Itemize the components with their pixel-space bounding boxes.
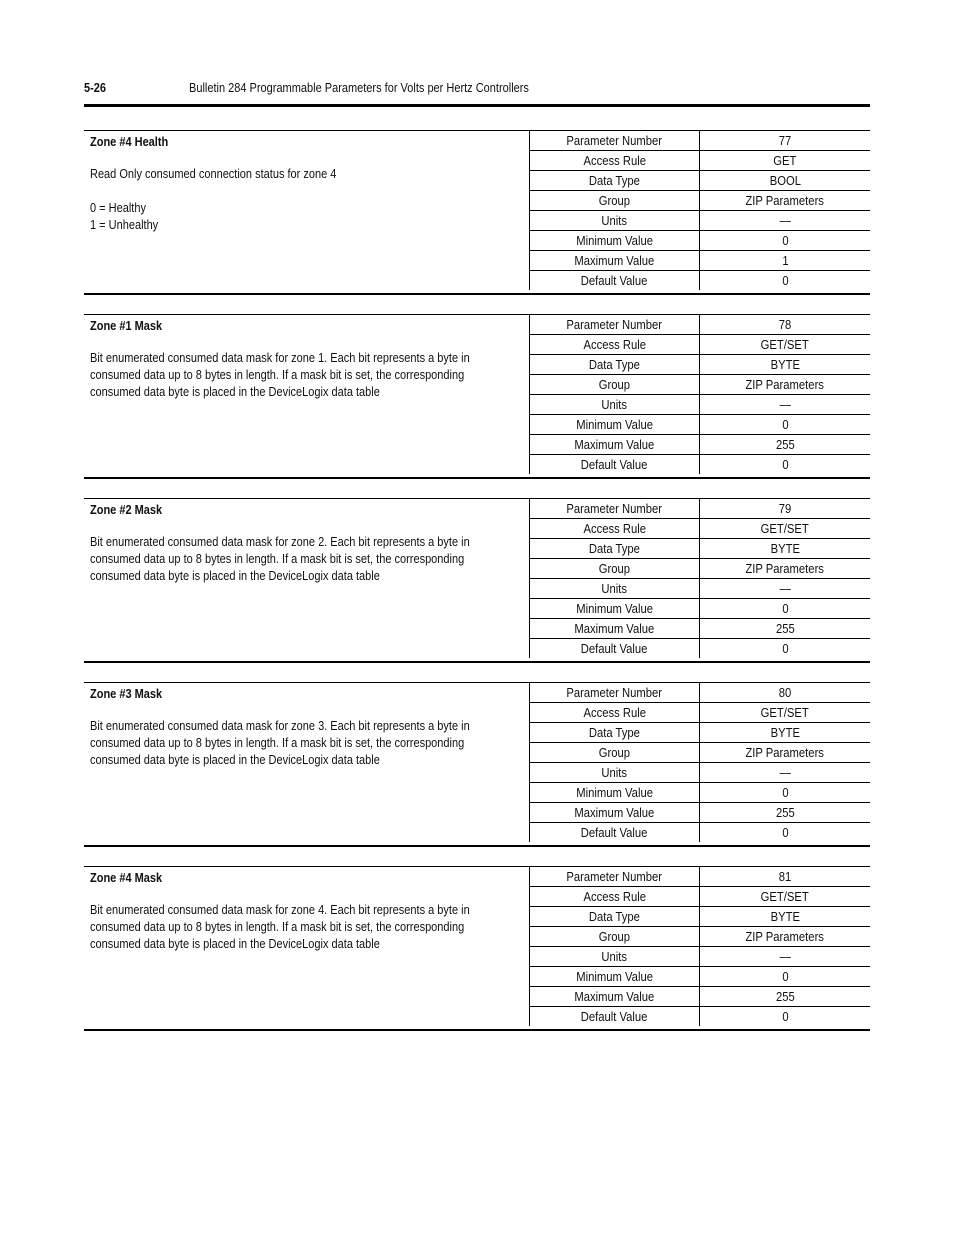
property-label: [530, 987, 700, 1007]
property-label-text: Access Rule: [583, 889, 646, 904]
table-row: [530, 703, 871, 723]
property-value-text: 0: [781, 969, 789, 984]
table-row: [530, 151, 871, 171]
description-line: consumed data byte is placed in the DeviceLogix data table: [90, 569, 380, 583]
property-label-text: Access Rule: [583, 521, 646, 536]
property-label: [530, 151, 700, 171]
property-label: [530, 519, 700, 539]
property-label: [530, 375, 700, 395]
description-line: [90, 183, 504, 200]
description-line: consumed data up to 8 bytes in length. If a mask bit is set, the corresponding: [90, 552, 465, 566]
property-value: [700, 823, 871, 843]
property-value: [700, 415, 871, 435]
property-label: [530, 783, 700, 803]
property-label-text: Access Rule: [583, 337, 646, 352]
table-row: [530, 619, 871, 639]
property-value: [700, 151, 871, 171]
property-value: [700, 455, 871, 475]
property-label: [530, 415, 700, 435]
table-row: [530, 191, 871, 211]
parameter-description-text: [90, 902, 504, 953]
property-label-text: Parameter Number: [566, 133, 663, 148]
description-line: Read Only consumed connection status for zone 4: [90, 167, 337, 181]
property-value-text: GET: [773, 153, 797, 168]
property-label: [530, 867, 700, 887]
property-label: [530, 723, 700, 743]
parameter-properties-table: [529, 131, 870, 290]
table-row: [530, 723, 871, 743]
property-label: [530, 455, 700, 475]
table-row: [530, 171, 871, 191]
table-row: [530, 763, 871, 783]
parameter-description: [84, 499, 529, 661]
parameter-description: [84, 683, 529, 845]
table-row: [530, 783, 871, 803]
property-label: [530, 907, 700, 927]
table-row: [530, 355, 871, 375]
property-value: [700, 887, 871, 907]
description-line: Bit enumerated consumed data mask for zone 4. Each bit represents a byte in: [90, 903, 470, 917]
property-value-text: ZIP Parameters: [745, 193, 825, 208]
property-label-text: Units: [601, 397, 628, 412]
property-value: [700, 947, 871, 967]
property-value: [700, 559, 871, 579]
property-label: [530, 579, 700, 599]
property-value-text: —: [779, 213, 791, 228]
property-value-text: GET/SET: [760, 889, 810, 904]
table-row: [530, 987, 871, 1007]
property-label-text: Minimum Value: [576, 601, 653, 616]
property-label-text: Access Rule: [583, 705, 646, 720]
table-row: [530, 683, 871, 703]
table-row: [530, 887, 871, 907]
property-label: [530, 315, 700, 335]
table-row: [530, 639, 871, 659]
property-value-text: 0: [781, 785, 789, 800]
property-label-text: Group: [598, 745, 631, 760]
property-value: [700, 743, 871, 763]
table-row: [530, 1007, 871, 1027]
property-value: [700, 499, 871, 519]
parameter-title: Zone #4 Mask: [90, 871, 163, 885]
property-value-text: 255: [775, 805, 795, 820]
property-value-text: 0: [781, 1009, 789, 1024]
table-row: [530, 967, 871, 987]
description-line: consumed data up to 8 bytes in length. If a mask bit is set, the corresponding: [90, 736, 465, 750]
property-value: [700, 251, 871, 271]
property-label-text: Group: [598, 193, 631, 208]
parameter-block: [84, 130, 870, 295]
property-label: [530, 743, 700, 763]
table-row: [530, 455, 871, 475]
property-value-text: GET/SET: [760, 705, 810, 720]
property-value-text: 81: [778, 869, 792, 884]
property-value-text: 0: [781, 641, 789, 656]
parameter-description-text: [90, 350, 504, 401]
property-value-text: 0: [781, 601, 789, 616]
table-row: [530, 395, 871, 415]
property-label: [530, 803, 700, 823]
property-value: [700, 927, 871, 947]
table-row: [530, 499, 871, 519]
property-label: [530, 683, 700, 703]
property-value: [700, 171, 871, 191]
page-header: [84, 78, 870, 107]
property-label: [530, 191, 700, 211]
description-line: Bit enumerated consumed data mask for zone 1. Each bit represents a byte in: [90, 351, 470, 365]
property-label: [530, 355, 700, 375]
property-value: [700, 619, 871, 639]
table-row: [530, 315, 871, 335]
property-label-text: Minimum Value: [576, 417, 653, 432]
property-label: [530, 251, 700, 271]
property-label: [530, 967, 700, 987]
property-label-text: Units: [601, 213, 628, 228]
property-value-text: 0: [781, 233, 789, 248]
property-value-text: —: [779, 397, 791, 412]
table-row: [530, 559, 871, 579]
parameter-block: [84, 866, 870, 1031]
table-row: [530, 131, 871, 151]
property-label: [530, 231, 700, 251]
property-label: [530, 435, 700, 455]
property-label: [530, 703, 700, 723]
table-row: [530, 539, 871, 559]
description-line: Bit enumerated consumed data mask for zone 2. Each bit represents a byte in: [90, 535, 470, 549]
parameter-title: Zone #2 Mask: [90, 503, 163, 517]
table-row: [530, 599, 871, 619]
property-label: [530, 763, 700, 783]
table-row: [530, 867, 871, 887]
property-value-text: BYTE: [770, 541, 800, 556]
property-value-text: ZIP Parameters: [745, 561, 825, 576]
property-label: [530, 171, 700, 191]
property-value-text: GET/SET: [760, 337, 810, 352]
property-label-text: Group: [598, 561, 631, 576]
property-label-text: Maximum Value: [574, 989, 655, 1004]
table-row: [530, 823, 871, 843]
property-value-text: 255: [775, 989, 795, 1004]
property-label-text: Maximum Value: [574, 805, 655, 820]
property-label-text: Default Value: [581, 825, 648, 840]
parameter-description: [84, 867, 529, 1029]
property-value: [700, 131, 871, 151]
property-label: [530, 335, 700, 355]
parameter-properties-table: [529, 867, 870, 1026]
parameter-description-text: [90, 166, 504, 234]
property-value: [700, 867, 871, 887]
property-label: [530, 823, 700, 843]
property-value-text: 255: [775, 437, 795, 452]
property-value: [700, 783, 871, 803]
parameter-properties-table: [529, 683, 870, 842]
property-label-text: Minimum Value: [576, 233, 653, 248]
property-label-text: Minimum Value: [576, 969, 653, 984]
property-label-text: Parameter Number: [566, 685, 663, 700]
property-label-text: Data Type: [588, 725, 641, 740]
property-label: [530, 887, 700, 907]
table-row: [530, 519, 871, 539]
parameter-title: Zone #1 Mask: [90, 319, 163, 333]
property-label-text: Units: [601, 765, 628, 780]
property-value-text: BYTE: [770, 909, 800, 924]
property-value-text: 0: [781, 273, 789, 288]
table-row: [530, 435, 871, 455]
property-label-text: Data Type: [588, 541, 641, 556]
property-label: [530, 559, 700, 579]
parameter-block: [84, 498, 870, 663]
property-label-text: Minimum Value: [576, 785, 653, 800]
table-row: [530, 211, 871, 231]
property-value-text: ZIP Parameters: [745, 745, 825, 760]
property-value-text: BOOL: [769, 173, 801, 188]
property-value: [700, 231, 871, 251]
table-row: [530, 415, 871, 435]
property-value: [700, 579, 871, 599]
description-line: consumed data byte is placed in the DeviceLogix data table: [90, 753, 380, 767]
parameter-title: Zone #4 Health: [90, 135, 169, 149]
parameter-block: [84, 314, 870, 479]
property-value-text: 255: [775, 621, 795, 636]
property-label: [530, 639, 700, 659]
table-row: [530, 579, 871, 599]
property-value-text: 0: [781, 825, 789, 840]
property-label-text: Default Value: [581, 641, 648, 656]
table-row: [530, 907, 871, 927]
description-line: Bit enumerated consumed data mask for zone 3. Each bit represents a byte in: [90, 719, 470, 733]
property-value: [700, 539, 871, 559]
property-value: [700, 355, 871, 375]
property-label: [530, 927, 700, 947]
table-row: [530, 375, 871, 395]
table-row: [530, 803, 871, 823]
property-value: [700, 315, 871, 335]
table-row: [530, 927, 871, 947]
property-value-text: 78: [778, 317, 792, 332]
parameter-description: [84, 131, 529, 293]
parameter-description-text: [90, 534, 504, 585]
property-label-text: Maximum Value: [574, 437, 655, 452]
property-label-text: Units: [601, 581, 628, 596]
description-line: consumed data byte is placed in the DeviceLogix data table: [90, 385, 380, 399]
property-label-text: Group: [598, 377, 631, 392]
property-label: [530, 619, 700, 639]
page-number: 5-26: [84, 81, 107, 95]
table-row: [530, 271, 871, 291]
table-row: [530, 947, 871, 967]
property-label-text: Parameter Number: [566, 317, 663, 332]
parameter-properties-table: [529, 315, 870, 474]
description-line: consumed data byte is placed in the DeviceLogix data table: [90, 937, 380, 951]
property-label: [530, 211, 700, 231]
property-value: [700, 639, 871, 659]
property-value: [700, 1007, 871, 1027]
property-value-text: BYTE: [770, 725, 800, 740]
property-value-text: ZIP Parameters: [745, 377, 825, 392]
property-label-text: Default Value: [581, 1009, 648, 1024]
property-value: [700, 683, 871, 703]
property-label: [530, 947, 700, 967]
table-row: [530, 335, 871, 355]
parameter-block: [84, 682, 870, 847]
property-value-text: 80: [778, 685, 792, 700]
table-row: [530, 231, 871, 251]
property-label-text: Default Value: [581, 457, 648, 472]
property-value-text: GET/SET: [760, 521, 810, 536]
property-value: [700, 763, 871, 783]
parameter-description: [84, 315, 529, 477]
property-value: [700, 987, 871, 1007]
parameter-title: Zone #3 Mask: [90, 687, 163, 701]
property-label: [530, 395, 700, 415]
property-label-text: Units: [601, 949, 628, 964]
property-value-text: 0: [781, 457, 789, 472]
property-label: [530, 599, 700, 619]
property-value: [700, 723, 871, 743]
property-value: [700, 375, 871, 395]
property-label-text: Parameter Number: [566, 869, 663, 884]
property-value-text: —: [779, 765, 791, 780]
description-line: 0 = Healthy: [90, 201, 146, 215]
property-value: [700, 335, 871, 355]
property-label: [530, 1007, 700, 1027]
property-value-text: BYTE: [770, 357, 800, 372]
property-value: [700, 703, 871, 723]
property-value: [700, 211, 871, 231]
description-line: consumed data up to 8 bytes in length. If a mask bit is set, the corresponding: [90, 368, 465, 382]
property-value: [700, 803, 871, 823]
property-label-text: Maximum Value: [574, 621, 655, 636]
property-value-text: ZIP Parameters: [745, 929, 825, 944]
parameter-properties-table: [529, 499, 870, 658]
property-value: [700, 967, 871, 987]
property-label-text: Maximum Value: [574, 253, 655, 268]
property-label-text: Access Rule: [583, 153, 646, 168]
property-value: [700, 599, 871, 619]
property-label-text: Data Type: [588, 357, 641, 372]
property-value-text: —: [779, 581, 791, 596]
property-value: [700, 395, 871, 415]
property-label-text: Group: [598, 929, 631, 944]
table-row: [530, 743, 871, 763]
property-value: [700, 271, 871, 291]
property-value-text: 0: [781, 417, 789, 432]
description-line: 1 = Unhealthy: [90, 218, 159, 232]
property-value-text: 79: [778, 501, 792, 516]
description-line: consumed data up to 8 bytes in length. If a mask bit is set, the corresponding: [90, 920, 465, 934]
property-label: [530, 539, 700, 559]
property-label-text: Data Type: [588, 173, 641, 188]
parameter-description-text: [90, 718, 504, 769]
table-row: [530, 251, 871, 271]
page-title: Bulletin 284 Programmable Parameters for Volts per Hertz Controllers: [189, 81, 529, 95]
property-label: [530, 131, 700, 151]
property-value-text: 1: [781, 253, 789, 268]
property-value: [700, 191, 871, 211]
property-value: [700, 907, 871, 927]
property-label-text: Parameter Number: [566, 501, 663, 516]
property-value: [700, 519, 871, 539]
property-label-text: Data Type: [588, 909, 641, 924]
property-value: [700, 435, 871, 455]
property-label: [530, 499, 700, 519]
property-label-text: Default Value: [581, 273, 648, 288]
property-value-text: —: [779, 949, 791, 964]
property-label: [530, 271, 700, 291]
property-value-text: 77: [778, 133, 792, 148]
